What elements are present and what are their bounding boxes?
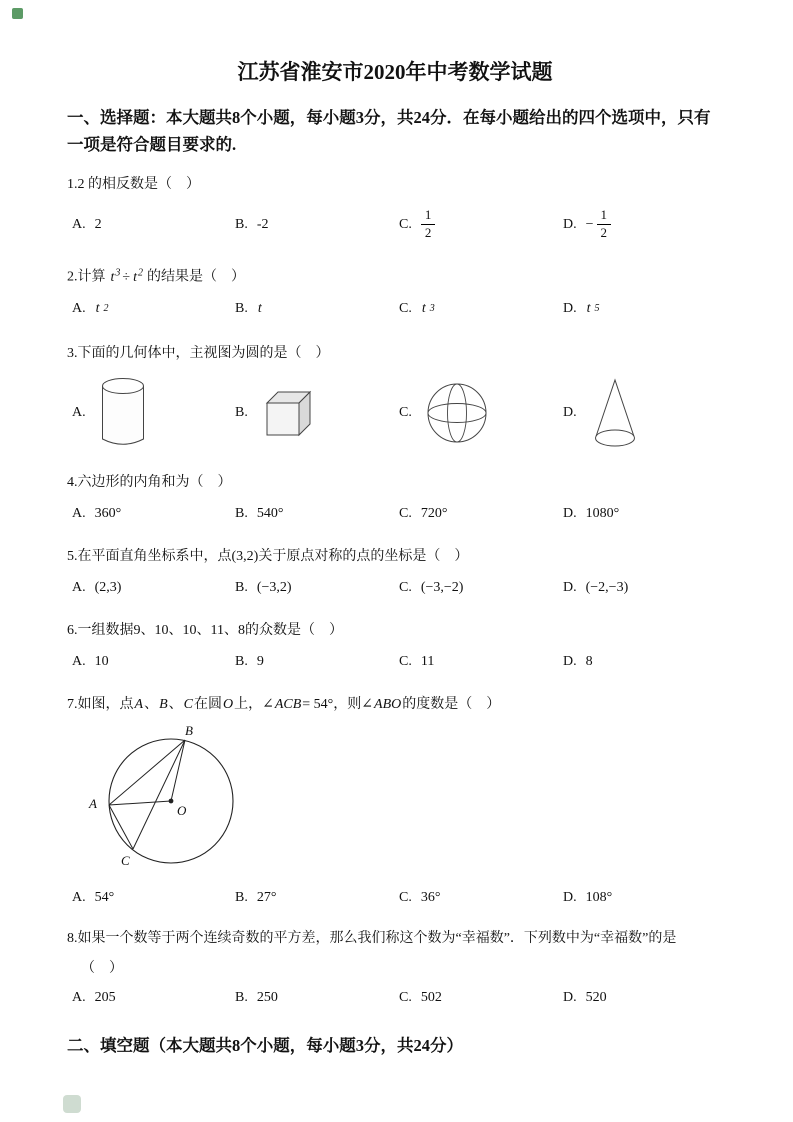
option-label: D. (563, 889, 577, 905)
point-label: B (159, 696, 168, 712)
option-value: 502 (420, 989, 442, 1005)
q2-option-a (72, 301, 235, 317)
q7-option-a (72, 890, 235, 906)
q4-option-b (235, 506, 399, 522)
angle-value: = 54° (302, 696, 334, 712)
option-value (421, 301, 435, 317)
option-label: B. (235, 300, 248, 316)
option-value (95, 301, 109, 317)
section1-heading (67, 104, 723, 158)
question-5 (67, 546, 723, 596)
q4-option-a (72, 506, 235, 522)
page-title: 江苏省淮安市2020年中考数学试题 (237, 60, 553, 84)
q2-option-b (235, 301, 399, 317)
q1-option-d (563, 208, 723, 241)
sphere-icon (426, 382, 488, 444)
math-base: t (133, 269, 137, 285)
q4-options (67, 506, 723, 522)
cylinder-icon (100, 376, 146, 450)
option-label: D. (563, 216, 577, 232)
option-value: (−3,2) (256, 579, 292, 595)
q4-option-c (399, 506, 563, 522)
q8-option-b (235, 990, 399, 1006)
math-exponent: 2 (137, 267, 143, 279)
option-label: C. (399, 300, 412, 316)
option-value: -2 (256, 216, 269, 232)
math-expression (106, 267, 147, 285)
option-label: B. (235, 579, 248, 595)
angle-letters: ABO (374, 696, 402, 712)
minus-sign: − (585, 216, 594, 232)
math-exponent: 5 (594, 303, 600, 315)
question-3 (67, 343, 723, 450)
q6-option-a (72, 654, 235, 670)
q2-option-c (399, 301, 563, 317)
q3-options (67, 376, 723, 450)
option-value: 27° (256, 889, 277, 905)
q1-option-c (399, 208, 563, 241)
option-label: A. (72, 216, 86, 232)
figure-label-O: O (177, 802, 187, 818)
option-label: C. (399, 404, 412, 420)
option-label: D. (563, 989, 577, 1005)
option-label: B. (235, 505, 248, 521)
fraction (421, 208, 436, 241)
fraction-denominator: 2 (424, 225, 432, 241)
option-value: (−2,−3) (585, 579, 629, 595)
q5-option-d (563, 580, 723, 596)
option-value: 520 (585, 989, 607, 1005)
q4-option-d (563, 506, 723, 522)
option-value: 10 (94, 653, 109, 669)
q7-option-c (399, 890, 563, 906)
option-value (257, 301, 266, 317)
option-value: 205 (94, 989, 116, 1005)
option-label: D. (563, 505, 577, 521)
fraction (597, 208, 612, 241)
angle-symbol: ∠ (262, 696, 274, 712)
cone-icon (591, 377, 639, 449)
option-label: D. (563, 300, 577, 316)
q2-options (67, 301, 723, 317)
q7-stem (67, 694, 723, 715)
option-label: B. (235, 653, 248, 669)
math-base: t (586, 300, 591, 316)
option-value: 11 (420, 653, 435, 669)
q3-option-a (72, 376, 235, 450)
angle-symbol: ∠ (361, 696, 374, 712)
option-value: 1080° (585, 505, 620, 521)
cube-icon (262, 388, 316, 438)
q8-option-a (72, 990, 235, 1006)
q8-stem: 8.如果一个数等于两个连续奇数的平方差，那么我们称这个数为“幸福数”．下列数中为“幸福数”的是 (67, 930, 677, 946)
option-label: C. (399, 653, 412, 669)
point-label: C (183, 696, 193, 712)
section2-heading: 二、填空题（本大题共8个小题，每小题3分，共24分） (67, 1035, 463, 1055)
option-value: 54° (94, 889, 115, 905)
q3-option-b (235, 388, 399, 438)
q5-option-a (72, 580, 235, 596)
q7-stem-text: 的度数是（ ） (402, 696, 501, 712)
q7-stem-text: 7.如图，点 (67, 696, 134, 712)
option-label: C. (399, 579, 412, 595)
section1-heading-line1: 一、选择题：本大题共8个小题，每小题3分，共24分．在每小题给出的四个选项中，只有 (67, 108, 711, 127)
q2-stem (67, 265, 723, 288)
q7-stem-text: 在圆 (193, 696, 222, 712)
figure-label-A: A (89, 795, 97, 811)
q6-options (67, 654, 723, 670)
option-value (586, 208, 611, 241)
option-label: A. (72, 653, 86, 669)
option-label: C. (399, 505, 412, 521)
divide-operator: ÷ (122, 269, 131, 285)
option-label: A. (72, 300, 86, 316)
q3-stem: 3.下面的几何体中，主视图为圆的是（ ） (67, 345, 330, 361)
q1-option-a (72, 217, 235, 233)
option-value: 540° (256, 505, 284, 521)
figure-label-C: C (121, 852, 130, 868)
option-label: B. (235, 404, 248, 420)
option-label: B. (235, 216, 248, 232)
q7-option-d (563, 890, 723, 906)
question-7 (67, 694, 723, 906)
separator: 、 (144, 696, 159, 712)
option-value: (2,3) (94, 579, 122, 595)
option-label: A. (72, 404, 86, 420)
q1-stem: 1.2 的相反数是（ ） (67, 177, 200, 193)
q2-option-d (563, 301, 723, 317)
q7-option-b (235, 890, 399, 906)
option-label: D. (563, 653, 577, 669)
footer-logo-icon (63, 1095, 81, 1113)
option-label: C. (399, 889, 412, 905)
option-value: 2 (94, 216, 102, 232)
corner-mark-icon (12, 8, 23, 19)
center-point (169, 799, 174, 804)
math-base: t (257, 300, 262, 316)
q8-option-d (563, 990, 723, 1006)
angle-letters: ACB (274, 696, 302, 712)
question-6 (67, 620, 723, 670)
q8-blank-parentheses: （ ） (81, 960, 123, 976)
math-exponent: 2 (103, 303, 109, 315)
q1-options (67, 208, 723, 241)
option-label: A. (72, 579, 86, 595)
option-label: C. (399, 989, 412, 1005)
option-value: 108° (585, 889, 613, 905)
math-exponent: 3 (429, 303, 435, 315)
q8-options (67, 990, 723, 1006)
fraction-numerator: 1 (421, 208, 436, 225)
math-exponent: 3 (115, 267, 121, 279)
option-value: (−3,−2) (420, 579, 464, 595)
option-label: B. (235, 989, 248, 1005)
point-label: O (222, 696, 234, 712)
q8-option-c (399, 990, 563, 1006)
question-2 (67, 265, 723, 317)
q3-option-c (399, 382, 563, 444)
fraction-denominator: 2 (600, 225, 608, 241)
section1-heading-line2: 一项是符合题目要求的. (67, 135, 237, 155)
option-label: A. (72, 989, 86, 1005)
math-base: t (110, 269, 115, 285)
option-label: A. (72, 889, 86, 905)
option-value: 8 (585, 653, 593, 669)
q4-stem: 4.六边形的内角和为（ ） (67, 474, 232, 490)
q6-option-b (235, 654, 399, 670)
option-value: 720° (420, 505, 448, 521)
option-value (586, 301, 600, 317)
math-base: t (421, 300, 426, 316)
option-value: 36° (420, 889, 441, 905)
q6-stem: 6.一组数据9、10、10、11、8的众数是（ ） (67, 622, 343, 638)
figure-label-B: B (185, 724, 193, 738)
q5-stem: 5.在平面直角坐标系中，点(3,2)关于原点对称的点的坐标是（ ） (67, 548, 469, 564)
q7-stem-text: ，则 (333, 696, 362, 712)
circle-O-figure (83, 725, 263, 877)
q6-option-d (563, 654, 723, 670)
question-8 (67, 928, 723, 1006)
q3-option-d (563, 377, 723, 449)
separator: 、 (168, 696, 183, 712)
q5-option-c (399, 580, 563, 596)
question-4 (67, 472, 723, 522)
option-label: D. (563, 404, 577, 420)
option-value: 9 (256, 653, 264, 669)
fraction-numerator: 1 (597, 208, 612, 225)
question-1 (67, 174, 723, 241)
q1-option-b (235, 217, 399, 233)
option-value: 250 (256, 989, 278, 1005)
q2-stem-post: 的结果是（ ） (146, 269, 245, 285)
option-label: C. (399, 216, 412, 232)
q7-options (67, 890, 723, 906)
q5-options (67, 580, 723, 596)
q5-option-b (235, 580, 399, 596)
q2-stem-pre: 2.计算 (67, 269, 106, 285)
option-value: 360° (94, 505, 122, 521)
point-label: A (134, 696, 144, 712)
q7-stem-text: 上， (234, 696, 263, 712)
q6-option-c (399, 654, 563, 670)
option-label: A. (72, 505, 86, 521)
option-label: D. (563, 579, 577, 595)
option-label: B. (235, 889, 248, 905)
math-base: t (95, 300, 100, 316)
